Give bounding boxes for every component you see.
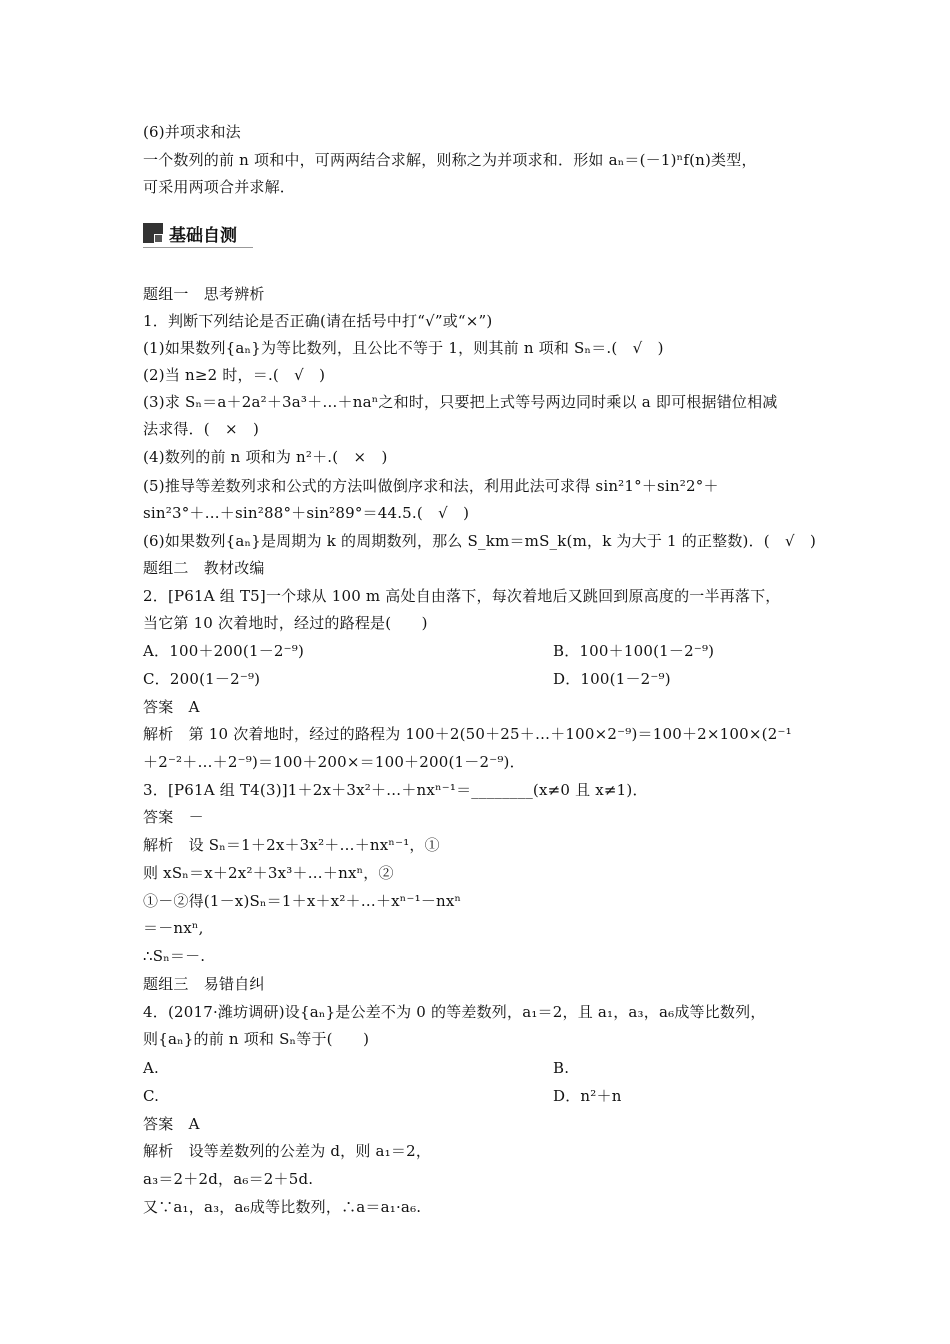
options-row-1 (143, 641, 890, 661)
option-4-d: D．n²＋n (553, 1087, 622, 1105)
analysis-4-line-3: 又∵a₁，a₃，a₆成等比数列，∴a＝a₁·a₆. (143, 1198, 422, 1216)
group-3-title: 题组三 易错自纠 (143, 975, 265, 993)
statement-3-line-1: (3)求 Sₙ＝a＋2a²＋3a³＋…＋naⁿ之和时，只要把上式等号两边同时乘以 a 即可根据错位相减 (143, 393, 778, 411)
analysis-3-line-3: ①－②得(1－x)Sₙ＝1＋x＋x²＋…＋xⁿ⁻¹－nxⁿ (143, 892, 462, 910)
analysis-3-line-1: 解析 设 Sₙ＝1＋2x＋3x²＋…＋nxⁿ⁻¹，① (143, 836, 440, 854)
question-3: 3．[P61A 组 T4(3)]1＋2x＋3x²＋…＋nxⁿ⁻¹＝________(x≠0 且 x≠1)． (143, 781, 648, 799)
question-4-line-1: 4．(2017·潍坊调研)设{aₙ}是公差不为 0 的等差数列，a₁＝2，且 a₁，a₃，a₆成等比数列， (143, 1003, 766, 1021)
statement-6: (6)如果数列{aₙ}是周期为 k 的周期数列，那么 S_km＝mS_k(m，k 为大于 1 的正整数)．( √ ) (143, 532, 817, 550)
statement-5-line-2: sin²3°＋…＋sin²88°＋sin²89°＝44.5.( √ ) (143, 504, 470, 522)
section-6-title: (6)并项求和法 (143, 123, 241, 141)
options-4-row-2 (143, 1086, 890, 1106)
analysis-4-line-2: a₃＝2＋2d，a₆＝2＋5d. (143, 1170, 314, 1188)
analysis-3-line-5: ∴Sₙ＝－. (143, 947, 206, 965)
options-4-row-1 (143, 1058, 890, 1078)
statement-3-line-2: 法求得．( × ) (143, 420, 260, 438)
answer-3: 答案 － (143, 808, 204, 826)
section-heading-title: 基础自测 (169, 225, 237, 246)
option-4-c: C. (143, 1087, 160, 1105)
statement-1: (1)如果数列{aₙ}为等比数列，且公比不等于 1，则其前 n 项和 Sₙ＝.( √ ) (143, 339, 664, 357)
option-a: A．100＋200(1－2⁻⁹) (143, 642, 305, 660)
group-1-title: 题组一 思考辨析 (143, 285, 265, 303)
section-6-line-2: 可采用两项合并求解． (143, 178, 296, 196)
options-row-2 (143, 669, 890, 689)
statement-5-line-1: (5)推导等差数列求和公式的方法叫做倒序求和法，利用此法可求得 sin²1°＋sin²2°＋ (143, 477, 719, 495)
statement-2: (2)当 n≥2 时，＝.( √ ) (143, 366, 326, 384)
group-2-title: 题组二 教材改编 (143, 559, 265, 577)
option-b: B．100＋100(1－2⁻⁹) (553, 642, 715, 660)
analysis-3-line-4: ＝－nxⁿ, (143, 919, 204, 937)
question-2-line-1: 2．[P61A 组 T5]一个球从 100 m 高处自由落下，每次着地后又跳回到原高度的一半再落下， (143, 587, 781, 605)
question-1-stem: 1．判断下列结论是否正确(请在括号中打“√”或“×”) (143, 312, 493, 330)
analysis-4-line-1: 解析 设等差数列的公差为 d，则 a₁＝2， (143, 1142, 432, 1160)
section-6-line-1: 一个数列的前 n 项和中，可两两结合求解，则称之为并项求和．形如 aₙ＝(－1)ⁿf(n)类型， (143, 151, 757, 169)
analysis-2-line-2: ＋2⁻²＋…＋2⁻⁹)＝100＋200×＝100＋200(1－2⁻⁹)． (143, 753, 525, 771)
answer-2: 答案 A (143, 698, 200, 716)
analysis-2-line-1: 解析 第 10 次着地时，经过的路程为 100＋2(50＋25＋…＋100×2⁻⁹)＝100＋2×100×(2⁻¹ (143, 725, 792, 743)
answer-4: 答案 A (143, 1115, 200, 1133)
question-2-line-2: 当它第 10 次着地时，经过的路程是( ) (143, 614, 428, 632)
section-heading (143, 219, 253, 248)
heading-square-icon (143, 223, 163, 243)
analysis-3-line-2: 则 xSₙ＝x＋2x²＋3x³＋…＋nxⁿ，② (143, 864, 394, 882)
question-4-line-2: 则{aₙ}的前 n 项和 Sₙ等于( ) (143, 1030, 370, 1048)
option-4-a: A. (143, 1059, 160, 1077)
option-c: C．200(1－2⁻⁹) (143, 670, 261, 688)
statement-4: (4)数列的前 n 项和为 n²＋.( × ) (143, 448, 388, 466)
option-4-b: B. (553, 1059, 570, 1077)
option-d: D．100(1－2⁻⁹) (553, 670, 671, 688)
